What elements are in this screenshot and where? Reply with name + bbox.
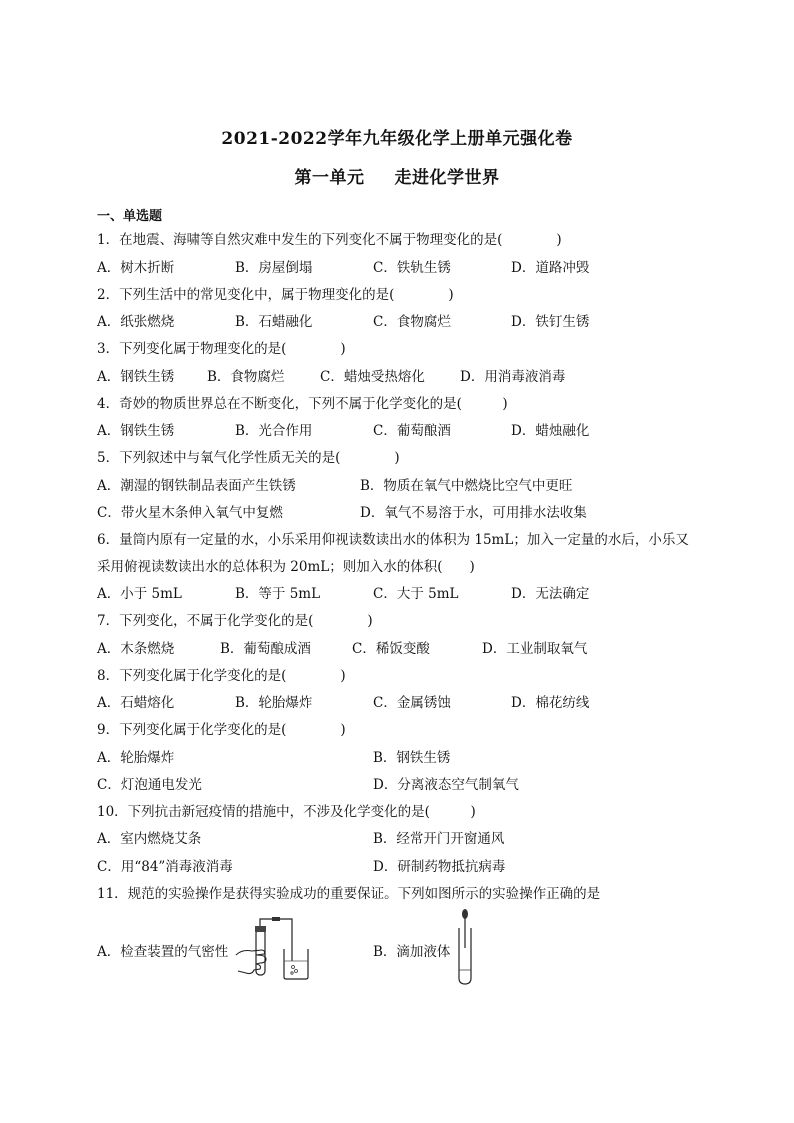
q7-option-c[interactable]: C．稀饭变酸 (352, 641, 430, 657)
q6-option-b[interactable]: B．等于 5mL (235, 586, 321, 602)
unit-number: 第一单元 (294, 168, 365, 188)
q2-option-d[interactable]: D．铁钉生锈 (511, 314, 590, 330)
q3-option-c[interactable]: C．蜡烛受热熔化 (320, 369, 425, 385)
question-9-stem: 9．下列变化属于化学变化的是( ) (97, 722, 346, 738)
dropper-figure (450, 908, 480, 986)
question-6-stem: 6．量筒内原有一定量的水，小乐采用仰视读数读出水的体积为 15mL；加入一定量的水后，小乐又 (97, 532, 689, 548)
q2-option-c[interactable]: C．食物腐烂 (373, 314, 451, 330)
q10-option-b[interactable]: B．经常开门开窗通风 (373, 831, 505, 847)
q5-option-a[interactable]: A．潮湿的钢铁制品表面产生铁锈 (97, 478, 296, 494)
q11-option-b[interactable]: B．滴加液体 (373, 944, 451, 960)
question-1-stem: 1．在地震、海啸等自然灾难中发生的下列变化不属于物理变化的是( ) (97, 232, 562, 248)
q10-option-c[interactable]: C．用“84”消毒液消毒 (97, 859, 233, 875)
q9-option-a[interactable]: A．轮胎爆炸 (97, 750, 175, 766)
q10-option-d[interactable]: D．研制药物抵抗病毒 (373, 859, 506, 875)
section-heading: 一、单选题 (97, 209, 163, 224)
question-2-stem: 2．下列生活中的常见变化中，属于物理变化的是( ) (97, 287, 454, 303)
question-5-stem: 5．下列叙述中与氧气化学性质无关的是( ) (97, 450, 400, 466)
unit-name: 走进化学世界 (394, 168, 500, 188)
q10-option-a[interactable]: A．室内燃烧艾条 (97, 831, 202, 847)
q2-option-a[interactable]: A．纸张燃烧 (97, 314, 175, 330)
q7-option-d[interactable]: D．工业制取氧气 (482, 641, 588, 657)
question-4-stem: 4．奇妙的物质世界总在不断变化，下列不属于化学变化的是( ) (97, 396, 508, 412)
q8-option-c[interactable]: C．金属锈蚀 (373, 695, 451, 711)
q5-option-d[interactable]: D．氧气不易溶于水，可用排水法收集 (360, 505, 587, 521)
question-8-stem: 8．下列变化属于化学变化的是( ) (97, 668, 346, 684)
question-3-stem: 3．下列变化属于物理变化的是( ) (97, 341, 346, 357)
q7-option-b[interactable]: B．葡萄酿成酒 (220, 641, 311, 657)
q5-option-c[interactable]: C．带火星木条伸入氧气中复燃 (97, 505, 283, 521)
question-7-stem: 7．下列变化，不属于化学变化的是( ) (97, 613, 373, 629)
q8-option-a[interactable]: A．石蜡熔化 (97, 695, 175, 711)
unit-title (0, 163, 794, 188)
q4-option-d[interactable]: D．蜡烛融化 (511, 423, 590, 439)
q9-option-c[interactable]: C．灯泡通电发光 (97, 777, 202, 793)
q9-option-d[interactable]: D．分离液态空气制氧气 (373, 777, 519, 793)
question-10-stem: 10．下列抗击新冠疫情的措施中，不涉及化学变化的是( ) (97, 804, 476, 820)
q6-option-a[interactable]: A．小于 5mL (97, 586, 182, 602)
q4-option-c[interactable]: C．葡萄酿酒 (373, 423, 451, 439)
q4-option-a[interactable]: A．钢铁生锈 (97, 423, 175, 439)
q3-option-d[interactable]: D．用消毒液消毒 (460, 369, 566, 385)
question-11-stem: 11．规范的实验操作是获得实验成功的重要保证。下列如图所示的实验操作正确的是 (97, 886, 601, 902)
q2-option-b[interactable]: B．石蜡融化 (235, 314, 313, 330)
q6-option-c[interactable]: C．大于 5mL (373, 586, 459, 602)
exam-title: 2021-2022学年九年级化学上册单元强化卷 (221, 129, 573, 149)
q9-option-b[interactable]: B．钢铁生锈 (373, 750, 451, 766)
question-6-stem-cont: 采用俯视读数读出水的总体积为 20mL；则加入水的体积( ) (97, 559, 475, 575)
q7-option-a[interactable]: A．木条燃烧 (97, 641, 175, 657)
q11-option-a[interactable]: A．检查装置的气密性 (97, 944, 229, 960)
q6-option-d[interactable]: D．无法确定 (511, 586, 590, 602)
q5-option-b[interactable]: B．物质在氧气中燃烧比空气中更旺 (360, 478, 573, 494)
q1-option-b[interactable]: B．房屋倒塌 (235, 260, 313, 276)
airtightness-check-figure (232, 915, 322, 985)
q3-option-b[interactable]: B．食物腐烂 (207, 369, 285, 385)
q4-option-b[interactable]: B．光合作用 (235, 423, 313, 439)
q3-option-a[interactable]: A．钢铁生锈 (97, 369, 175, 385)
q1-option-a[interactable]: A．树木折断 (97, 260, 175, 276)
q1-option-d[interactable]: D．道路冲毁 (511, 260, 590, 276)
q1-option-c[interactable]: C．铁轨生锈 (373, 260, 451, 276)
q8-option-b[interactable]: B．轮胎爆炸 (235, 695, 313, 711)
q8-option-d[interactable]: D．棉花纺线 (511, 695, 590, 711)
